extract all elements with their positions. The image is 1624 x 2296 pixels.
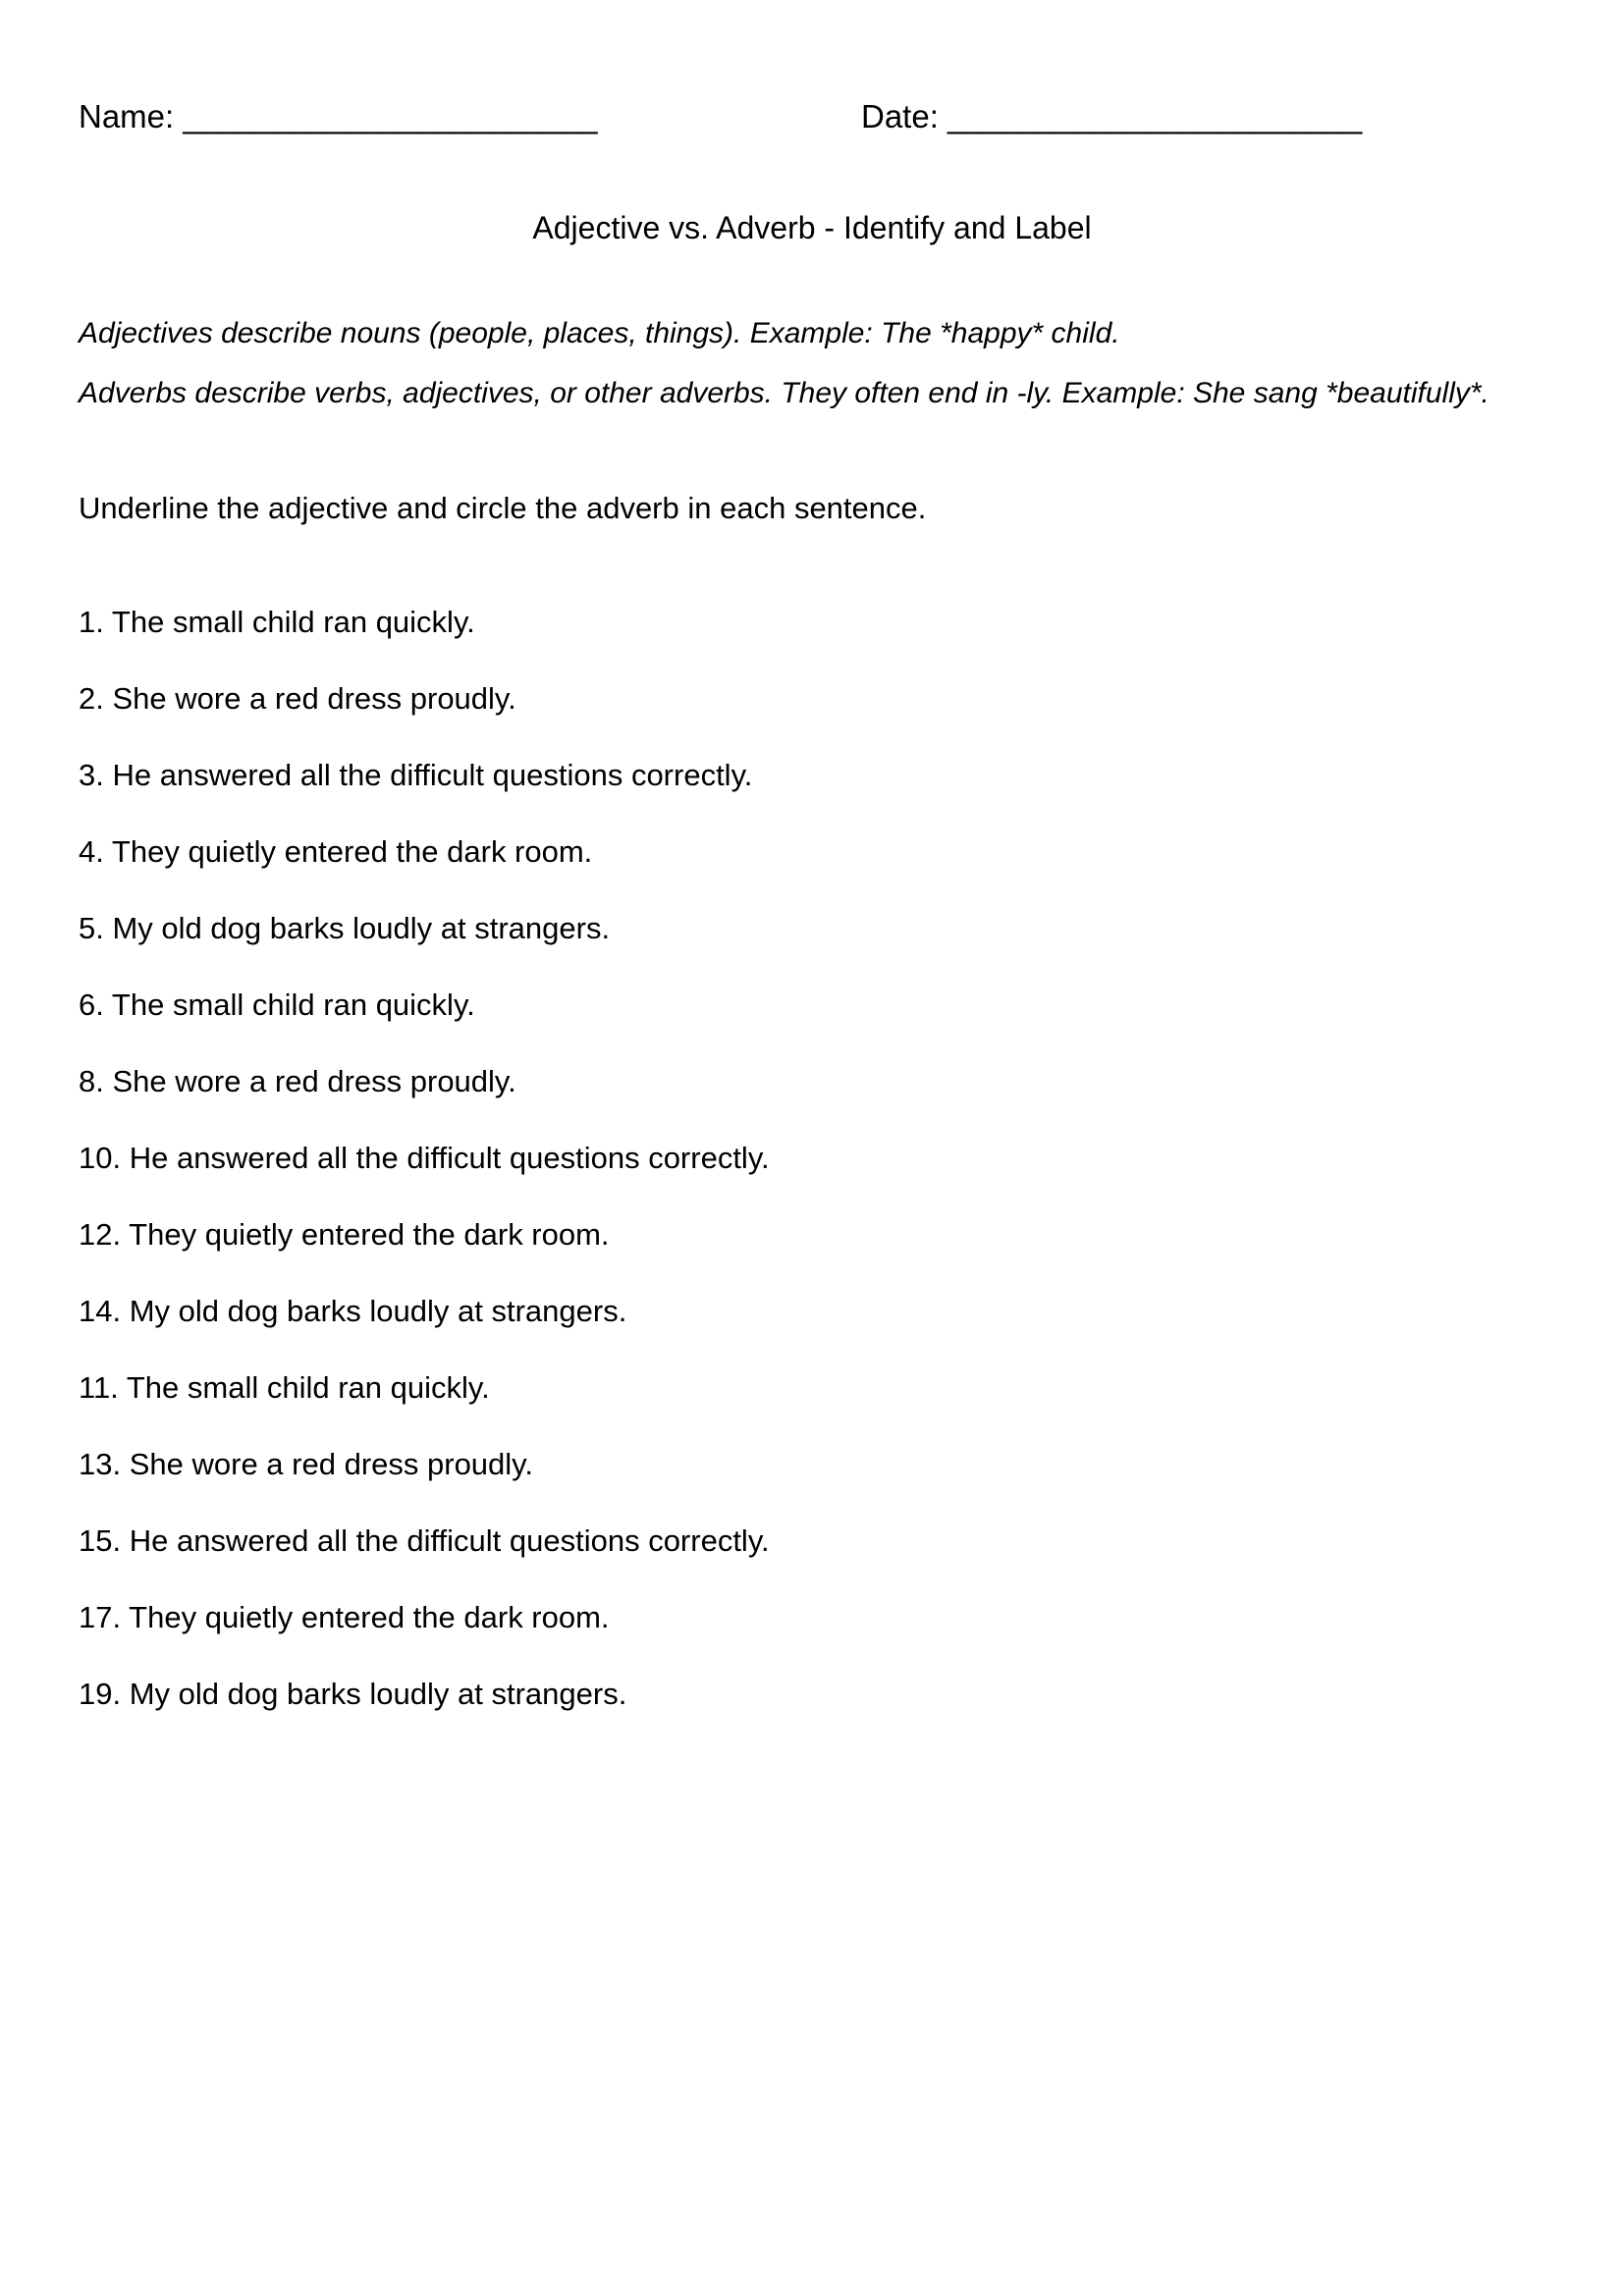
sentence-list (79, 605, 1545, 1753)
sentence-text: She wore a red dress proudly. (112, 1064, 516, 1098)
sentence-item (79, 681, 1545, 758)
date-label: Date: (861, 98, 939, 134)
sentence-number: 6. (79, 988, 104, 1022)
sentence-item (79, 1523, 1545, 1600)
sentence-text: He answered all the difficult questions correctly. (129, 1141, 770, 1175)
sentence-text: He answered all the difficult questions correctly. (112, 758, 753, 792)
name-field (79, 98, 598, 135)
sentence-item (79, 1064, 1545, 1141)
sentence-number: 8. (79, 1064, 104, 1098)
sentence-text: My old dog barks loudly at strangers. (129, 1294, 627, 1328)
sentence-text: They quietly entered the dark room. (111, 834, 593, 869)
sentence-number: 2. (79, 681, 104, 716)
page-title: Adjective vs. Adverb - Identify and Label (532, 210, 1092, 245)
sentence-number: 4. (79, 834, 104, 869)
sentence-item (79, 1217, 1545, 1294)
directions-text: Underline the adjective and circle the adverb in each sentence. (79, 491, 927, 525)
sentence-number: 3. (79, 758, 104, 792)
sentence-number: 15. (79, 1523, 122, 1558)
sentence-item (79, 1447, 1545, 1523)
sentence-item (79, 911, 1545, 988)
date-field (861, 98, 1362, 135)
name-label: Name: (79, 98, 175, 134)
sentence-text: The small child ran quickly. (111, 605, 475, 639)
sentence-text: She wore a red dress proudly. (112, 681, 516, 716)
sentence-number: 5. (79, 911, 104, 945)
sentence-item (79, 1677, 1545, 1753)
sentence-item (79, 605, 1545, 681)
sentence-number: 13. (79, 1447, 122, 1481)
sentence-number: 10. (79, 1141, 122, 1175)
sentence-item (79, 1370, 1545, 1447)
adverb-rule-text: Adverbs describe verbs, adjectives, or other adverbs. They often end in -ly. Example: She sang *beautifully*. (79, 377, 1489, 409)
sentence-item (79, 1600, 1545, 1677)
sentence-text: He answered all the difficult questions correctly. (129, 1523, 770, 1558)
header-row (79, 98, 1545, 147)
sentence-text: The small child ran quickly. (126, 1370, 490, 1405)
sentence-text: She wore a red dress proudly. (129, 1447, 533, 1481)
sentence-text: My old dog barks loudly at strangers. (112, 911, 611, 945)
adjective-rule-text: Adjectives describe nouns (people, places, things). Example: The *happy* child. (79, 317, 1120, 349)
sentence-number: 19. (79, 1677, 122, 1711)
date-blank-line: _______________________ (947, 98, 1363, 134)
sentence-item (79, 834, 1545, 911)
name-blank-line: _______________________ (183, 98, 598, 134)
sentence-item (79, 758, 1545, 834)
sentence-item (79, 1141, 1545, 1217)
sentence-text: The small child ran quickly. (111, 988, 475, 1022)
sentence-item (79, 1294, 1545, 1370)
sentence-item (79, 988, 1545, 1064)
sentence-number: 14. (79, 1294, 122, 1328)
sentence-text: They quietly entered the dark room. (129, 1217, 610, 1252)
sentence-number: 12. (79, 1217, 122, 1252)
sentence-number: 11. (79, 1370, 119, 1405)
sentence-text: My old dog barks loudly at strangers. (129, 1677, 627, 1711)
sentence-number: 17. (79, 1600, 122, 1634)
sentence-text: They quietly entered the dark room. (129, 1600, 610, 1634)
sentence-number: 1. (79, 605, 104, 639)
